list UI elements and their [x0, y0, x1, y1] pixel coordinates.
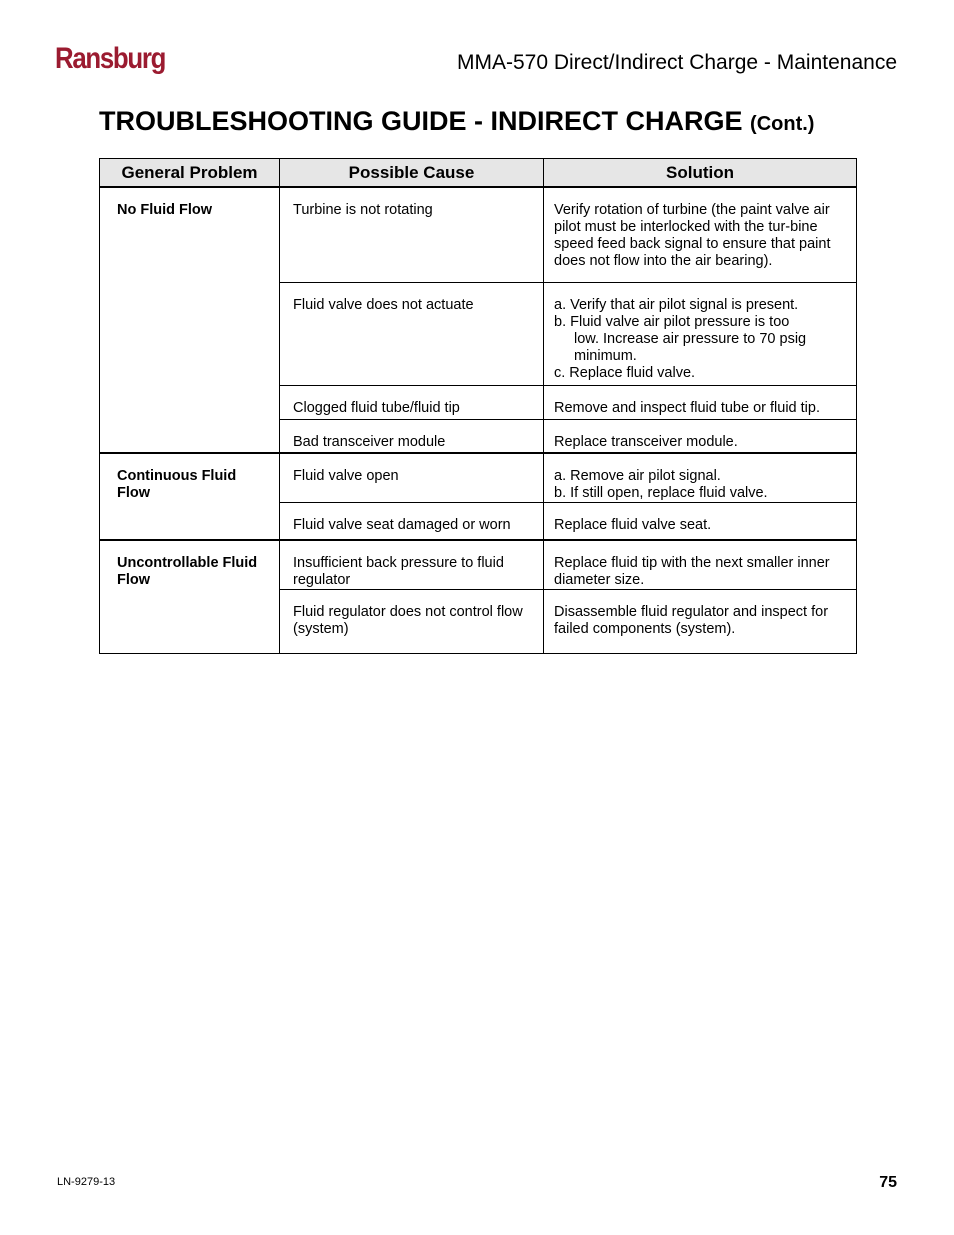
table-row — [100, 540, 857, 590]
section-title — [99, 106, 814, 137]
solution-cell — [544, 503, 857, 540]
document-title: MMA-570 Direct/Indirect Charge - Maintenance — [456, 51, 897, 74]
section-title-text: TROUBLESHOOTING GUIDE - INDIRECT CHARGE — [99, 106, 743, 136]
troubleshooting-table — [99, 158, 857, 654]
header-solution: Solution — [544, 159, 857, 188]
solution-cell — [544, 419, 857, 453]
solution-line: Replace fluid valve seat. — [554, 517, 712, 533]
problem-cell: No Fluid Flow — [100, 187, 280, 453]
section-title-suffix: (Cont.) — [750, 113, 815, 135]
solution-cell — [544, 385, 857, 419]
solution-line: c. Replace fluid valve. — [554, 364, 696, 381]
solution-cell — [544, 282, 857, 385]
solution-line: Replace transceiver module. — [554, 433, 738, 450]
cause-cell: Bad transceiver module — [280, 419, 544, 453]
cause-cell: Fluid regulator does not control flow (system) — [280, 590, 544, 654]
problem-cell: Uncontrollable Fluid Flow — [100, 540, 280, 654]
cause-cell: Fluid valve open — [280, 453, 544, 503]
solution-line: b. Fluid valve air pilot pressure is too — [554, 313, 790, 330]
cause-cell: Fluid valve seat damaged or worn — [280, 503, 544, 540]
solution-line: b. If still open, replace fluid valve. — [554, 485, 768, 501]
cause-cell: Turbine is not rotating — [280, 187, 544, 282]
solution-cell — [544, 453, 857, 503]
solution-cell — [544, 187, 857, 282]
solution-line: Replace fluid tip with the next smaller inner diameter size. — [554, 554, 830, 588]
cause-cell: Fluid valve does not actuate — [280, 282, 544, 385]
table-header-row — [100, 159, 857, 188]
solution-line: low. Increase air pressure to 70 psig — [574, 330, 807, 347]
table-row — [100, 453, 857, 503]
table-row — [100, 187, 857, 282]
header-possible-cause: Possible Cause — [280, 159, 544, 188]
document-code: LN-9279-13 — [57, 1176, 116, 1188]
brand-logo: Ransburg — [55, 42, 166, 75]
solution-cell — [544, 540, 857, 590]
solution-line: Disassemble fluid regulator and inspect for failed components (system). — [554, 604, 829, 637]
cause-cell: Clogged fluid tube/fluid tip — [280, 385, 544, 419]
solution-line: Remove and inspect fluid tube or fluid tip. — [554, 399, 820, 416]
header-general-problem: General Problem — [100, 159, 280, 188]
solution-line: a. Remove air pilot signal. — [554, 468, 721, 484]
solution-line: Verify rotation of turbine (the paint valve air pilot must be interlocked with the tur-bine speed feed back signal to ensure that paint does not flow into the air bearing). — [554, 202, 831, 269]
page-number: 75 — [879, 1174, 897, 1191]
solution-line: a. Verify that air pilot signal is present. — [554, 296, 799, 313]
solution-cell — [544, 590, 857, 654]
solution-line: minimum. — [574, 347, 637, 364]
problem-cell: Continuous Fluid Flow — [100, 453, 280, 540]
cause-cell: Insufficient back pressure to fluid regulator — [280, 540, 544, 590]
